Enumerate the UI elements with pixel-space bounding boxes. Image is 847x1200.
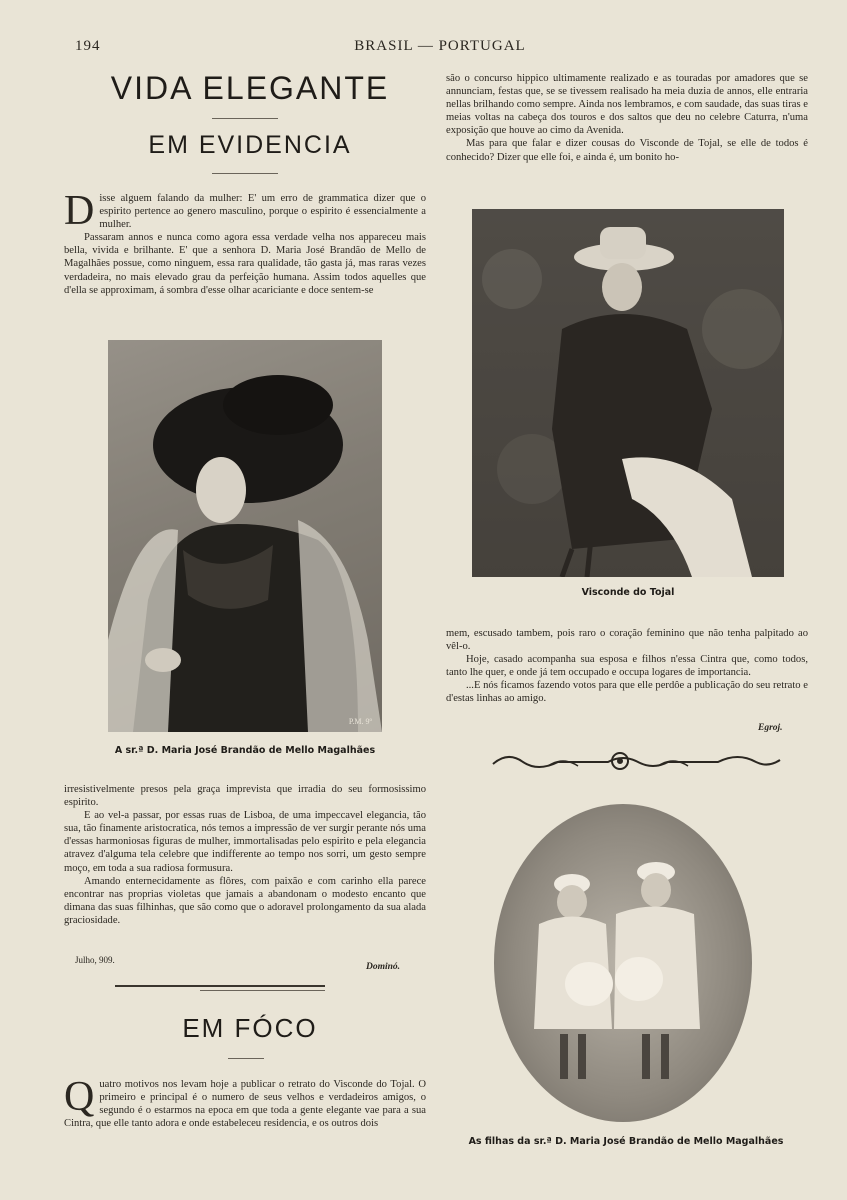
section-title-vida-elegante: VIDA ELEGANTE (110, 70, 390, 106)
daughters-portrait-illustration (494, 804, 752, 1122)
section-title-em-foco: EM FÓCO (182, 1013, 318, 1043)
running-title: BRASIL — PORTUGAL (354, 38, 526, 54)
portrait-visconde-tojal (472, 209, 784, 577)
right-paragraph-4: Hoje, casado acompanha sua esposa e filhos n'essa Cintra que, como todos, tanto lhe quer, e onde já tem occupado e occupa logares de importancia. (446, 654, 808, 679)
continued-paragraph-1: irresistivelmente presos pela graça imprevista que irradia do seu formosissimo espirito. (64, 784, 426, 809)
ornamental-divider (488, 746, 786, 776)
photo-studio-mark: P.M. 9º (348, 717, 372, 726)
continued-paragraph-2: E ao vel-a passar, por essas ruas de Lisboa, de uma impeccavel elegancia, tão sua, tão finamente aristocratica, nós temos a impressão de ver surgir perante nós uma d'essas harmoniosas figuras de mulher, immortalisadas pelo espirito e pela elegancia atravez d'alguma tela celebre que indifferente ao tempo nos sorri, um gesto sempre moço, em toda a sua radiosa formusura. (64, 810, 426, 874)
page-number: 194 (75, 38, 101, 54)
right-paragraph-5: ...E nós ficamos fazendo votos para que elle perdôe a publicação do seu retrato e d'estas linhas ao amigo. (446, 680, 808, 705)
woman-portrait-illustration (108, 340, 382, 732)
right-paragraph-2: Mas para que falar e dizer cousas do Visconde de Tojal, se elle de todos é conhecido? Dizer que elle foi, e ainda é, um bonito ho- (446, 138, 808, 163)
section-separator (115, 985, 325, 987)
intro-paragraph-2: Passaram annos e nunca como agora essa verdade velha nos appareceu mais bella, vivida e brilhante. E' que a senhora D. Maria José Brandão de Mello de Magalhães possue, como ninguem, essa rara qualidade, tão gasta já, mas raras vezes verdadeira, no mais elevado grau da perfeição humana. Assim todos aquelles que d'ella se approximam, á sombra d'esse olhar acariciante e doce sentem-se (64, 232, 426, 296)
title-divider (212, 118, 278, 119)
vida-elegante-intro (64, 188, 426, 297)
portrait-caption-visconde: Visconde do Tojal (581, 587, 675, 598)
em-foco-paragraph-1: uatro motivos nos levam hoje a publicar o retrato do Visconde do Tojal. O primeiro e principal é o numero de seus velhos e verdadeiros amigos, o segundo é o estarmos na epoca em que toda a gente elegante vae para a sua Cintra, que elle tanto adora e onde estabeleceu residencia, e os outros dois (64, 1079, 426, 1130)
intro-paragraph-1: isse alguem falando da mulher: E' um erro de grammatica dizer que o espirito pertence ao genero masculino, porque o espirito é essencialmente a mulher. (99, 193, 426, 231)
right-column-middle-text (446, 627, 808, 706)
right-column-top-text (446, 72, 808, 164)
right-paragraph-1: são o concurso hippico ultimamente realizado e as touradas por amadores que se annunciam, festas que, se se tivessem realisado ha meia duzia de annos, elle entraria nellas brilhando como sempre. Ainda nos lembramos, e com saudade, das suas tiras e meias voltas na cabeça dos touros e dos saltos que deu no celebre Caturra, n'uma exposição que houve ao cimo da Avenida. (446, 73, 808, 137)
portrait-caption-maria-jose: A sr.ª D. Maria José Brandão de Mello Magalhães (114, 745, 376, 756)
vida-elegante-continued (64, 783, 426, 927)
portrait-caption-daughters: As filhas da sr.ª D. Maria José Brandão de Mello Magalhães (468, 1136, 784, 1147)
section-subtitle-em-evidencia: EM EVIDENCIA (148, 131, 352, 159)
section-separator-thin (200, 990, 325, 991)
subtitle-divider (212, 173, 278, 174)
portrait-daughters-oval (494, 804, 752, 1122)
signature-domino: Dominó. (366, 962, 401, 972)
drop-cap-q: Q (64, 1074, 95, 1120)
article-date: Julho, 909. (75, 955, 115, 965)
portrait-maria-jose (108, 340, 382, 732)
signature-egroj: Egroj. (758, 723, 783, 733)
continued-paragraph-3: Amando enternecidamente as flôres, com paixão e com carinho ella parece encontrar nas proprias violetas que jamais a abandonam o modesto encanto que dimana das suas filhinhas, que são como que o adoravel prolongamento da sua alada graciosidade. (64, 875, 426, 926)
em-foco-divider (228, 1058, 264, 1059)
em-foco-text (64, 1074, 426, 1130)
visconde-portrait-illustration (472, 209, 784, 577)
right-paragraph-3: mem, escusado tambem, pois raro o coração feminino que não tenha palpitado ao vêl-o. (446, 628, 808, 653)
drop-cap-d: D (64, 188, 95, 234)
